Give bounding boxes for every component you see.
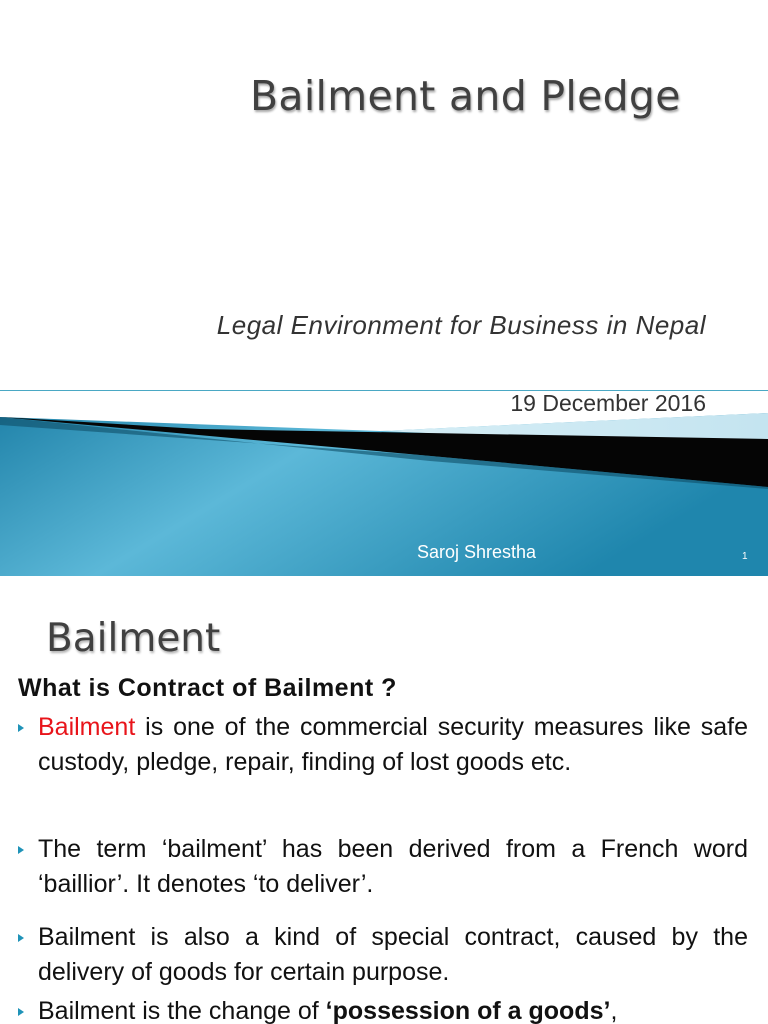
bullet-item — [18, 832, 748, 902]
slide-title: Bailment and Pledge — [250, 72, 681, 120]
bullet-arrow-icon — [18, 1008, 24, 1016]
slide-subtitle: Legal Environment for Business in Nepal — [216, 310, 706, 340]
page-number: 1 — [742, 551, 748, 562]
bullet-arrow-icon — [18, 934, 24, 942]
section-heading: What is Contract of Bailment ? — [18, 674, 397, 702]
presentation-date: 19 December 2016 — [510, 390, 706, 416]
decorative-wave-band — [0, 391, 768, 576]
bullet-text — [38, 994, 748, 1024]
content-slide — [0, 588, 768, 1024]
bullet-arrow-icon — [18, 846, 24, 854]
bullet-text: The term ‘bailment’ has been derived from a French word ‘baillior’. It denotes ‘to deliver’. — [38, 835, 748, 898]
bullet-body-end: , — [610, 997, 618, 1024]
bullet-item — [18, 994, 748, 1024]
bullet-item — [18, 710, 748, 780]
bullet-item — [18, 920, 748, 990]
bullet-text: Bailment is also a kind of special contract, caused by the delivery of goods for certain purpose. — [38, 923, 748, 986]
bullet-arrow-icon — [18, 724, 24, 732]
slide-title: Bailment — [46, 616, 221, 661]
bullet-text — [38, 710, 748, 780]
highlighted-term: Bailment — [38, 713, 136, 741]
bullet-body: is one of the commercial security measures like safe custody, pledge, repair, finding of lost goods etc. — [38, 713, 748, 776]
bullet-body: Bailment is the change of — [38, 997, 326, 1024]
bold-term: ‘possession of a goods’ — [325, 997, 611, 1024]
author-name: Saroj Shrestha — [417, 542, 537, 562]
